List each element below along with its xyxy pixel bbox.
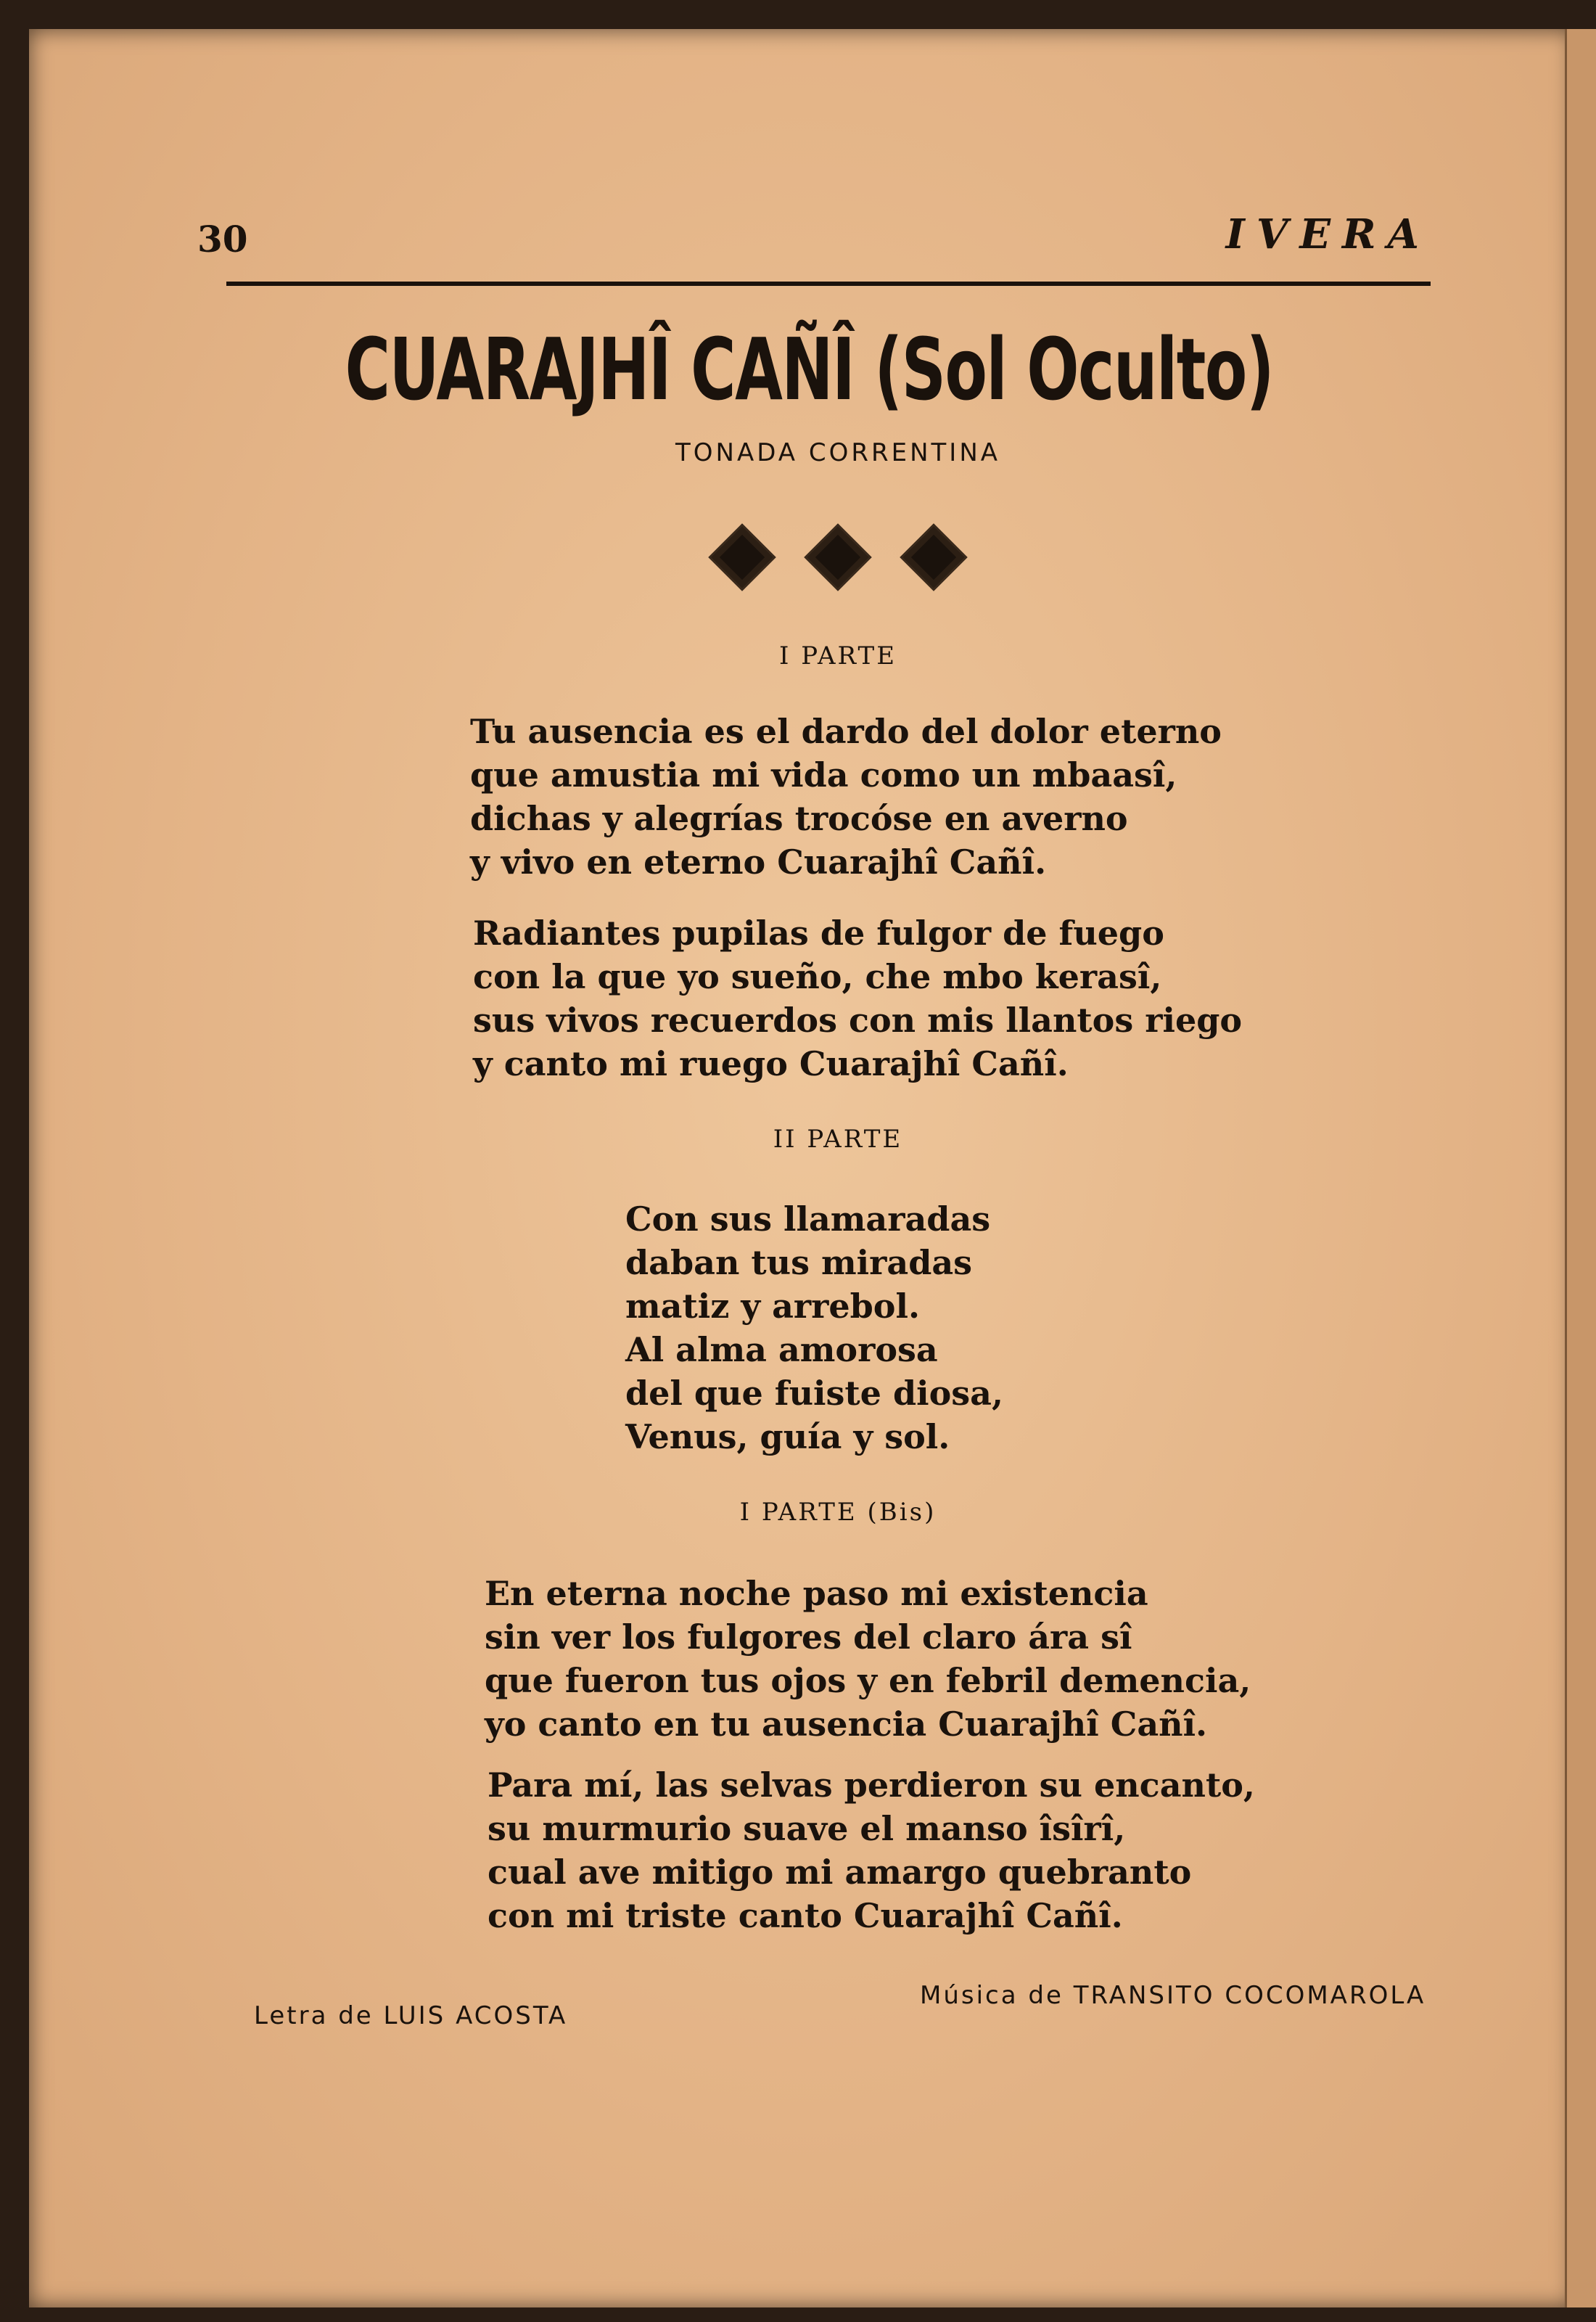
verse-line: daban tus miradas — [625, 1243, 973, 1282]
verse-line: Tu ausencia es el dardo del dolor eterno — [470, 712, 1222, 751]
verse-line: dichas y alegrías trocóse en averno — [470, 799, 1128, 838]
verse-line: que fueron tus ojos y en febril demencia, — [485, 1661, 1251, 1700]
diamond-ornament-icon — [708, 523, 776, 591]
verse-line: Al alma amorosa — [625, 1330, 938, 1369]
ornament-row — [707, 522, 968, 588]
page-number: 30 — [197, 218, 248, 260]
verse-line: con la que yo sueño, che mbo kerasî, — [473, 957, 1162, 996]
verse-line: del que fuiste diosa, — [625, 1374, 1003, 1413]
header-rule — [226, 282, 1431, 286]
stanza — [473, 911, 1242, 1086]
stanza — [625, 1197, 1003, 1459]
verse-line: En eterna noche paso mi existencia — [485, 1574, 1148, 1613]
verse-line: Radiantes pupilas de fulgor de fuego — [473, 914, 1164, 953]
verse-line: cual ave mitigo mi amargo quebranto — [488, 1853, 1192, 1892]
song-subtitle: TONADA CORRENTINA — [675, 438, 1001, 467]
journal-name: IVERA — [1225, 210, 1431, 258]
lyrics-credit: Letra de LUIS ACOSTA — [254, 2001, 568, 2030]
verse-line: su murmurio suave el manso îsîrî, — [488, 1809, 1126, 1848]
verse-line: sin ver los fulgores del claro ára sî — [485, 1617, 1132, 1657]
verse-line: que amustia mi vida como un mbaasî, — [470, 755, 1177, 795]
page-header — [197, 210, 1431, 276]
verse-line: y canto mi ruego Cuarajhî Cañî. — [473, 1044, 1069, 1083]
section-label: I PARTE — [778, 641, 897, 670]
section-label: I PARTE (Bis) — [739, 1498, 937, 1527]
book-spine — [1565, 29, 1596, 2307]
stanza — [470, 710, 1222, 884]
verse-line: y vivo en eterno Cuarajhî Cañî. — [470, 842, 1047, 882]
verse-line: Venus, guía y sol. — [625, 1417, 950, 1456]
verse-line: Para mí, las selvas perdieron su encanto, — [488, 1765, 1255, 1805]
verse-line: matiz y arrebol. — [625, 1287, 920, 1326]
verse-line: sus vivos recuerdos con mis llantos riego — [473, 1001, 1243, 1040]
stanza — [485, 1572, 1251, 1746]
verse-line: yo canto en tu ausencia Cuarajhî Cañî. — [485, 1704, 1208, 1744]
music-credit: Música de TRANSITO COCOMAROLA — [920, 1981, 1426, 2010]
section-label: II PARTE — [773, 1125, 903, 1154]
verse-line: con mi triste canto Cuarajhî Cañî. — [488, 1896, 1123, 1935]
diamond-ornament-icon — [900, 523, 967, 591]
diamond-ornament-icon — [804, 523, 871, 591]
verse-line: Con sus llamaradas — [625, 1199, 991, 1239]
song-title: CUARAJHÎ CAÑÎ (Sol Oculto) — [345, 319, 1274, 419]
stanza — [488, 1763, 1255, 1937]
